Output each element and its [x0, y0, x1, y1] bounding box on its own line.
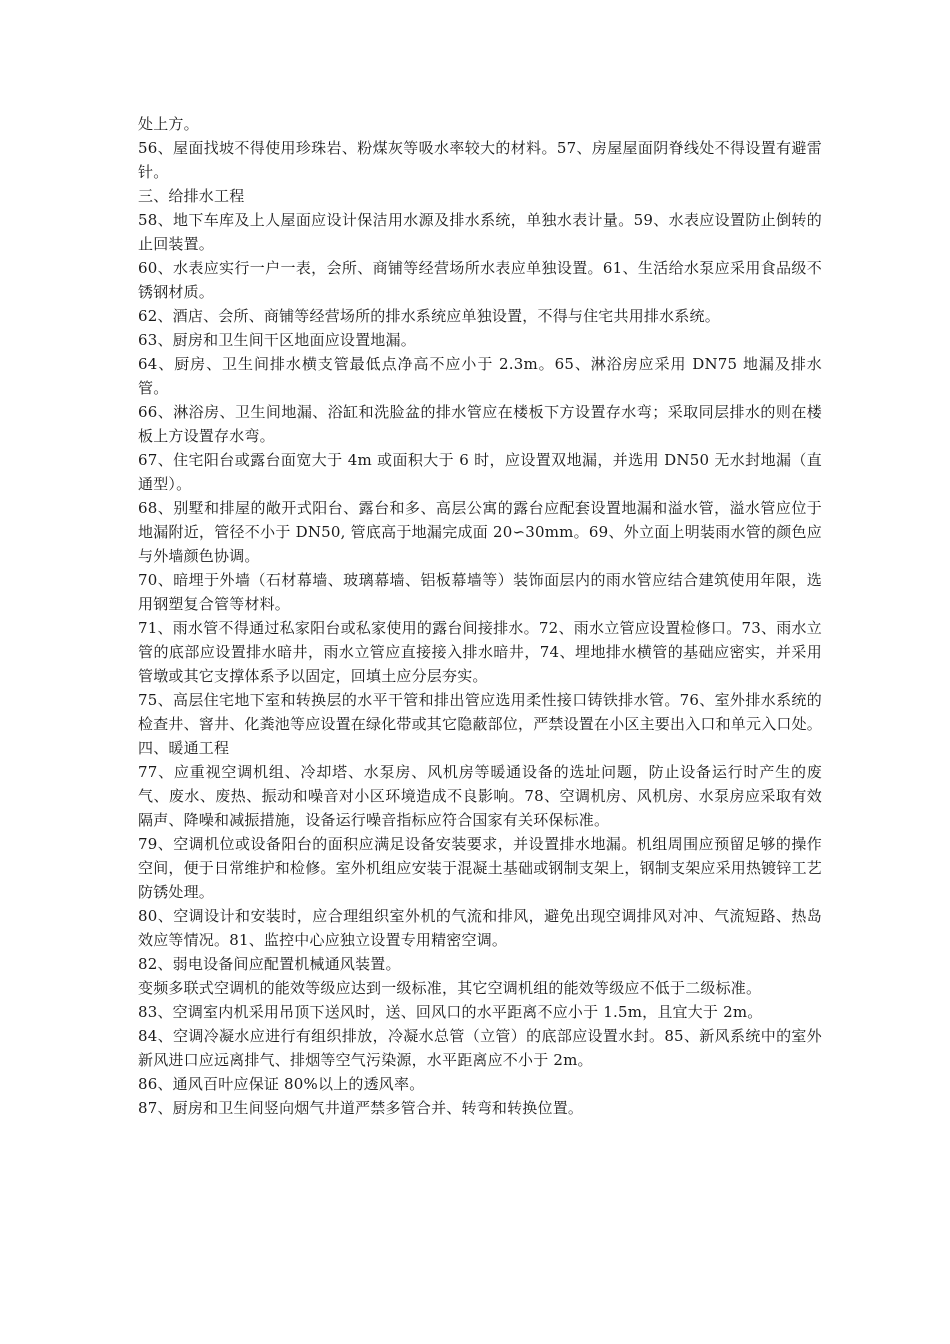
paragraph-66: 66、淋浴房、卫生间地漏、浴缸和洗脸盆的排水管应在楼板下方设置存水弯；采取同层排水的则在楼板上方设置存水弯。 — [138, 403, 822, 445]
paragraph-56-57: 56、屋面找坡不得使用珍珠岩、粉煤灰等吸水率较大的材料。57、房屋屋面阴脊线处不得设置有避雷针。 — [138, 139, 822, 181]
paragraph-80-81: 80、空调设计和安装时，应合理组织室外机的气流和排风，避免出现空调排风对冲、气流短路、热岛效应等情况。81、监控中心应独立设置专用精密空调。 — [138, 907, 822, 949]
paragraph-62: 62、酒店、会所、商铺等经营场所的排水系统应单独设置，不得与住宅共用排水系统。 — [138, 307, 720, 325]
paragraph-60-61: 60、水表应实行一户一表，会所、商铺等经营场所水表应单独设置。61、生活给水泵应采用食品级不锈钢材质。 — [138, 259, 822, 301]
section-heading-hvac: 四、暖通工程 — [138, 739, 230, 757]
paragraph-63: 63、厨房和卫生间干区地面应设置地漏。 — [138, 331, 416, 349]
paragraph-continuation: 处上方。 — [138, 115, 199, 133]
paragraph-67: 67、住宅阳台或露台面宽大于 4m 或面积大于 6 时，应设置双地漏，并选用 DN50 无水封地漏（直通型）。 — [138, 451, 822, 493]
paragraph-83: 83、空调室内机采用吊顶下送风时，送、回风口的水平距离不应小于 1.5m，且宜大于 2m。 — [138, 1003, 763, 1021]
paragraph-efficiency: 变频多联式空调机的能效等级应达到一级标准，其它空调机组的能效等级应不低于二级标准。 — [138, 979, 762, 997]
paragraph-82: 82、弱电设备间应配置机械通风装置。 — [138, 955, 401, 973]
paragraph-84-85: 84、空调冷凝水应进行有组织排放，冷凝水总管（立管）的底部应设置水封。85、新风系统中的室外新风进口应远离排气、排烟等空气污染源，水平距离应不小于 2m。 — [138, 1027, 822, 1069]
document-body — [138, 112, 822, 1120]
paragraph-86: 86、通风百叶应保证 80%以上的透风率。 — [138, 1075, 425, 1093]
paragraph-71-74: 71、雨水管不得通过私家阳台或私家使用的露台间接排水。72、雨水立管应设置检修口。73、雨水立管的底部应设置排水暗井，雨水立管应直接接入排水暗井，74、埋地排水横管的基础应密实，并采用管墩或其它支撑体系予以固定，回填土应分层夯实。 — [138, 619, 822, 685]
paragraph-79: 79、空调机位或设备阳台的面积应满足设备安装要求，并设置排水地漏。机组周围应预留足够的操作空间，便于日常维护和检修。室外机组应安装于混凝土基础或钢制支架上，钢制支架应采用热镀锌工艺防锈处理。 — [138, 835, 823, 901]
paragraph-75-76: 75、高层住宅地下室和转换层的水平干管和排出管应选用柔性接口铸铁排水管。76、室外排水系统的检查井、窨井、化粪池等应设置在绿化带或其它隐蔽部位，严禁设置在小区主要出入口和单元入口处。 — [138, 691, 823, 733]
paragraph-68-69: 68、别墅和排屋的敞开式阳台、露台和多、高层公寓的露台应配套设置地漏和溢水管，溢水管应位于地漏附近，管径不小于 DN50, 管底高于地漏完成面 20∽30mm。69、外立面上明装雨水管的颜色应与外墙颜色协调。 — [138, 499, 822, 565]
paragraph-87: 87、厨房和卫生间竖向烟气井道严禁多管合并、转弯和转换位置。 — [138, 1099, 584, 1117]
paragraph-77-78: 77、应重视空调机组、冷却塔、水泵房、风机房等暖通设备的选址问题，防止设备运行时产生的废气、废水、废热、振动和噪音对小区环境造成不良影响。78、空调机房、风机房、水泵房应采取有效隔声、降噪和减振措施，设备运行噪音指标应符合国家有关环保标准。 — [138, 763, 822, 829]
paragraph-64-65: 64、厨房、卫生间排水横支管最低点净高不应小于 2.3m。65、淋浴房应采用 DN75 地漏及排水管。 — [138, 355, 822, 397]
section-heading-plumbing: 三、给排水工程 — [138, 187, 245, 205]
paragraph-70: 70、暗埋于外墙（石材幕墙、玻璃幕墙、铝板幕墙等）装饰面层内的雨水管应结合建筑使用年限，选用钢塑复合管等材料。 — [138, 571, 822, 613]
paragraph-58-59: 58、地下车库及上人屋面应设计保洁用水源及排水系统，单独水表计量。59、水表应设置防止倒转的止回装置。 — [138, 211, 822, 253]
